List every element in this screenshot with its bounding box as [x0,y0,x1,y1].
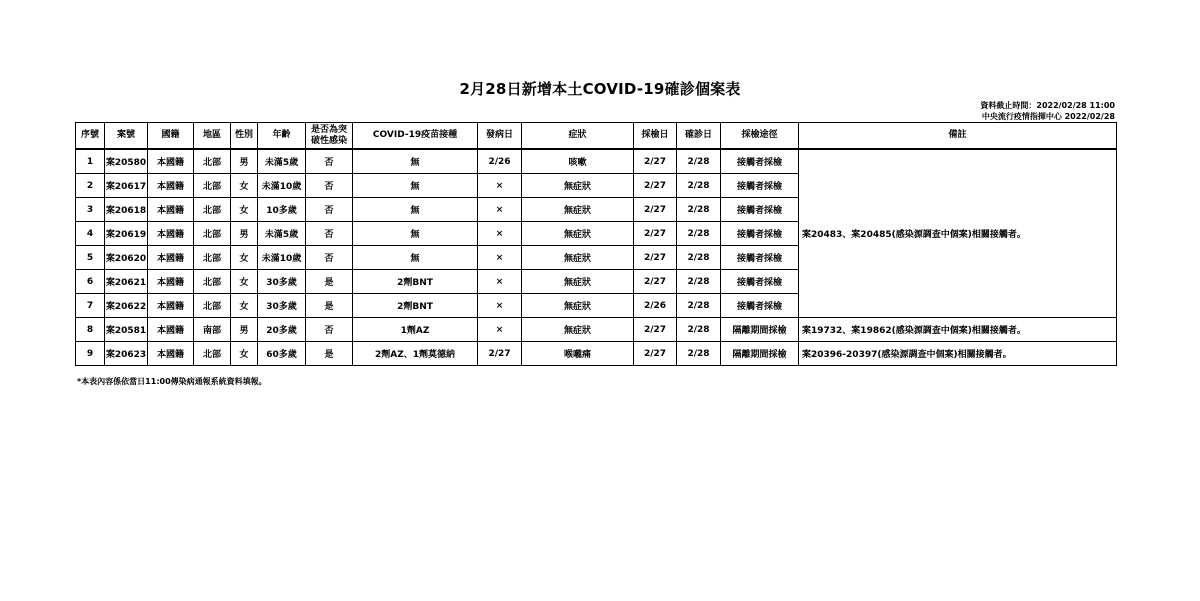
cell-sex: 女 [231,174,258,198]
cell-case-number: 案20581 [105,318,148,342]
cell-sampled-date: 2/27 [634,198,677,222]
cell-vaccine: 1劑AZ [353,318,478,342]
cell-case-number: 案20618 [105,198,148,222]
cell-testing-route: 接觸者採檢 [721,246,799,270]
cell-seq: 4 [76,222,105,246]
col-header-route: 採檢途徑 [721,123,799,150]
cell-breakthrough: 是 [306,294,353,318]
cell-sampled-date: 2/27 [634,342,677,366]
cell-testing-route: 接觸者採檢 [721,270,799,294]
cell-vaccine: 無 [353,149,478,174]
cell-nationality: 本國籍 [148,174,194,198]
cell-age: 未滿10歲 [258,246,306,270]
cell-region: 北部 [194,270,231,294]
col-header-onset: 發病日 [478,123,522,150]
cell-nationality: 本國籍 [148,246,194,270]
cell-sex: 女 [231,198,258,222]
cell-vaccine: 無 [353,198,478,222]
cell-age: 未滿5歲 [258,222,306,246]
cell-testing-route: 接觸者採檢 [721,294,799,318]
cell-nationality: 本國籍 [148,270,194,294]
cell-confirmed-date: 2/28 [677,198,721,222]
cell-onset: × [478,246,522,270]
case-table [75,122,1117,366]
cell-confirmed-date: 2/28 [677,222,721,246]
cell-sampled-date: 2/27 [634,270,677,294]
cell-onset: 2/26 [478,149,522,174]
cell-case-number: 案20617 [105,174,148,198]
cell-onset: × [478,294,522,318]
cell-confirmed-date: 2/28 [677,342,721,366]
cell-sampled-date: 2/27 [634,222,677,246]
cell-region: 北部 [194,222,231,246]
cell-testing-route: 接觸者採檢 [721,222,799,246]
col-header-vaccine: COVID-19疫苗接種 [353,123,478,150]
cell-age: 30多歲 [258,270,306,294]
table-row [76,318,1117,342]
cell-seq: 5 [76,246,105,270]
cell-confirmed-date: 2/28 [677,318,721,342]
cell-symptom: 無症狀 [522,246,634,270]
cell-symptom: 無症狀 [522,294,634,318]
col-header-seq: 序號 [76,123,105,150]
table-row [76,149,1117,174]
cell-vaccine: 2劑AZ、1劑莫德納 [353,342,478,366]
cell-confirmed-date: 2/28 [677,174,721,198]
cell-case-number: 案20620 [105,246,148,270]
cell-symptom: 無症狀 [522,222,634,246]
cell-region: 北部 [194,294,231,318]
cell-onset: × [478,270,522,294]
table-row [76,342,1117,366]
cell-breakthrough: 否 [306,246,353,270]
cell-symptom: 無症狀 [522,270,634,294]
footnote: *本表內容係依當日11:00傳染病通報系統資料填報。 [77,377,267,386]
cell-sampled-date: 2/27 [634,174,677,198]
cell-age: 60多歲 [258,342,306,366]
cell-age: 10多歲 [258,198,306,222]
cell-sampled-date: 2/26 [634,294,677,318]
cell-confirmed-date: 2/28 [677,270,721,294]
cell-onset: 2/27 [478,342,522,366]
cell-confirmed-date: 2/28 [677,294,721,318]
data-cutoff-time: 資料截止時間：2022/02/28 11:00 [980,101,1115,110]
cell-case-number: 案20623 [105,342,148,366]
cell-onset: × [478,198,522,222]
cell-breakthrough: 是 [306,342,353,366]
cell-breakthrough: 否 [306,149,353,174]
cell-remarks: 案20396-20397(感染源調查中個案)相關接觸者。 [799,342,1117,366]
cell-seq: 3 [76,198,105,222]
cell-testing-route: 接觸者採檢 [721,149,799,174]
cell-vaccine: 2劑BNT [353,294,478,318]
cell-nationality: 本國籍 [148,149,194,174]
cell-vaccine: 無 [353,222,478,246]
cell-case-number: 案20580 [105,149,148,174]
cell-seq: 6 [76,270,105,294]
cell-breakthrough: 否 [306,222,353,246]
cell-symptom: 無症狀 [522,174,634,198]
cell-case-number: 案20621 [105,270,148,294]
cell-vaccine: 2劑BNT [353,270,478,294]
cell-breakthrough: 否 [306,174,353,198]
cell-region: 北部 [194,198,231,222]
cell-region: 北部 [194,246,231,270]
cell-testing-route: 接觸者採檢 [721,174,799,198]
cell-nationality: 本國籍 [148,342,194,366]
cell-symptom: 無症狀 [522,318,634,342]
cell-symptom: 無症狀 [522,198,634,222]
cell-vaccine: 無 [353,174,478,198]
cell-region: 南部 [194,318,231,342]
cell-nationality: 本國籍 [148,198,194,222]
cell-age: 未滿10歲 [258,174,306,198]
cell-age: 30多歲 [258,294,306,318]
cell-testing-route: 隔離期間採檢 [721,342,799,366]
cell-sex: 男 [231,149,258,174]
cell-sex: 女 [231,294,258,318]
cell-sampled-date: 2/27 [634,246,677,270]
cell-region: 北部 [194,342,231,366]
col-header-symptom: 症狀 [522,123,634,150]
col-header-breakthrough: 是否為突破性感染 [306,123,353,150]
col-header-confirmed: 確診日 [677,123,721,150]
cell-vaccine: 無 [353,246,478,270]
cell-confirmed-date: 2/28 [677,149,721,174]
cell-onset: × [478,222,522,246]
cell-nationality: 本國籍 [148,222,194,246]
cell-sex: 女 [231,246,258,270]
data-source: 中央流行疫情指揮中心 2022/02/28 [981,112,1115,121]
cell-seq: 2 [76,174,105,198]
col-header-remarks: 備註 [799,123,1117,150]
cell-sex: 男 [231,318,258,342]
cell-seq: 9 [76,342,105,366]
cell-nationality: 本國籍 [148,318,194,342]
cell-symptom: 咳嗽 [522,149,634,174]
cell-symptom: 喉嚨痛 [522,342,634,366]
cell-sampled-date: 2/27 [634,149,677,174]
page-title: 2月28日新增本土COVID-19確診個案表 [459,80,741,98]
cell-onset: × [478,318,522,342]
cell-onset: × [478,174,522,198]
cell-sampled-date: 2/27 [634,318,677,342]
cell-nationality: 本國籍 [148,294,194,318]
cell-case-number: 案20622 [105,294,148,318]
cell-seq: 1 [76,149,105,174]
table-header-row [76,123,1117,150]
cell-case-number: 案20619 [105,222,148,246]
col-header-region: 地區 [194,123,231,150]
col-header-sampled: 採檢日 [634,123,677,150]
cell-breakthrough: 否 [306,318,353,342]
cell-testing-route: 隔離期間採檢 [721,318,799,342]
col-header-sex: 性別 [231,123,258,150]
cell-seq: 7 [76,294,105,318]
col-header-case: 案號 [105,123,148,150]
col-header-age: 年齡 [258,123,306,150]
col-header-nationality: 國籍 [148,123,194,150]
cell-breakthrough: 是 [306,270,353,294]
cell-seq: 8 [76,318,105,342]
cell-remarks: 案20483、案20485(感染源調查中個案)相關接觸者。 [799,149,1117,318]
cell-remarks: 案19732、案19862(感染源調查中個案)相關接觸者。 [799,318,1117,342]
cell-sex: 女 [231,270,258,294]
cell-age: 未滿5歲 [258,149,306,174]
cell-age: 20多歲 [258,318,306,342]
cell-sex: 男 [231,222,258,246]
cell-sex: 女 [231,342,258,366]
cell-region: 北部 [194,174,231,198]
cell-breakthrough: 否 [306,198,353,222]
cell-region: 北部 [194,149,231,174]
cell-testing-route: 接觸者採檢 [721,198,799,222]
cell-confirmed-date: 2/28 [677,246,721,270]
